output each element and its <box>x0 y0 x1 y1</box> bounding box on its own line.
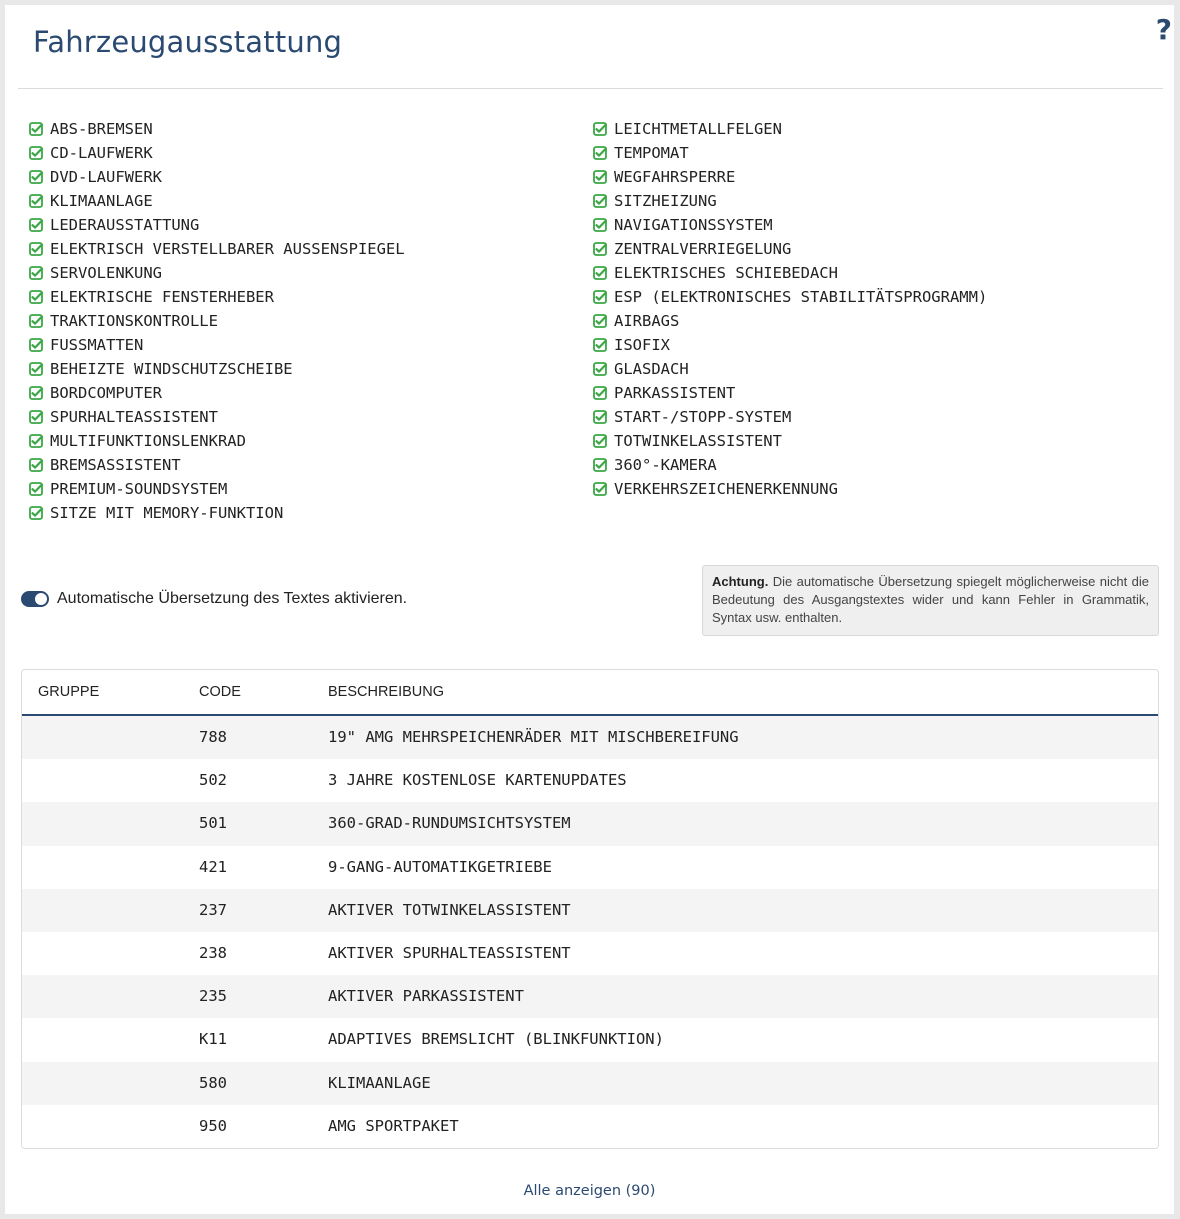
equipment-table <box>21 669 1159 1149</box>
check-square-icon <box>593 458 607 472</box>
feature-item <box>593 477 1168 501</box>
check-square-icon <box>593 170 607 184</box>
feature-item <box>593 453 1168 477</box>
toggle-knob <box>35 593 47 605</box>
cell-description: 19" AMG MEHRSPEICHENRÄDER MIT MISCHBEREIFUNG <box>328 728 739 746</box>
check-square-icon <box>29 266 43 280</box>
check-square-icon <box>29 314 43 328</box>
check-square-icon <box>593 194 607 208</box>
cell-code: 788 <box>199 728 227 746</box>
check-square-icon <box>593 482 607 496</box>
check-square-icon <box>29 458 43 472</box>
feature-list-right <box>593 117 1168 501</box>
feature-item <box>593 429 1168 453</box>
feature-item <box>593 141 1168 165</box>
feature-item <box>29 165 589 189</box>
feature-label: SITZE MIT MEMORY-FUNKTION <box>50 504 284 522</box>
feature-item <box>593 381 1168 405</box>
check-square-icon <box>593 434 607 448</box>
table-row <box>22 932 1158 975</box>
cell-description: 9-GANG-AUTOMATIKGETRIEBE <box>328 857 552 876</box>
feature-item <box>29 429 589 453</box>
cell-code: 580 <box>199 1073 227 1092</box>
check-square-icon <box>593 362 607 376</box>
feature-item <box>593 405 1168 429</box>
feature-label: START-/STOPP-SYSTEM <box>614 408 792 426</box>
feature-item <box>29 405 589 429</box>
feature-label: SITZHEIZUNG <box>614 192 717 210</box>
translation-notice <box>702 565 1159 636</box>
check-square-icon <box>29 122 43 136</box>
check-square-icon <box>29 410 43 424</box>
check-square-icon <box>29 434 43 448</box>
header-beschreibung[interactable]: BESCHREIBUNG <box>328 684 445 700</box>
table-row <box>22 846 1158 889</box>
cell-description: ADAPTIVES BREMSLICHT (BLINKFUNKTION) <box>328 1030 664 1049</box>
check-square-icon <box>29 242 43 256</box>
table-row <box>22 716 1158 759</box>
feature-item <box>29 477 589 501</box>
check-square-icon <box>29 194 43 208</box>
feature-label: CD-LAUFWERK <box>50 144 153 162</box>
check-square-icon <box>29 506 43 520</box>
feature-label: NAVIGATIONSSYSTEM <box>614 216 773 234</box>
feature-label: ISOFIX <box>614 336 670 354</box>
check-square-icon <box>593 242 607 256</box>
check-square-icon <box>593 338 607 352</box>
cell-description: AKTIVER SPURHALTEASSISTENT <box>328 943 571 962</box>
feature-label: AIRBAGS <box>614 312 680 330</box>
check-square-icon <box>593 122 607 136</box>
feature-item <box>29 141 589 165</box>
feature-list-left <box>29 117 589 525</box>
feature-item <box>593 165 1168 189</box>
help-icon[interactable]: ? <box>1155 13 1172 46</box>
check-square-icon <box>29 386 43 400</box>
feature-label: VERKEHRSZEICHENERKENNUNG <box>614 480 838 498</box>
table-body <box>22 716 1158 1148</box>
feature-item <box>29 309 589 333</box>
cell-code: K11 <box>199 1030 227 1049</box>
feature-label: KLIMAANLAGE <box>50 192 153 210</box>
feature-label: BEHEIZTE WINDSCHUTZSCHEIBE <box>50 360 293 378</box>
feature-item <box>29 501 589 525</box>
table-row <box>22 1018 1158 1061</box>
feature-item <box>593 261 1168 285</box>
feature-label: ZENTRALVERRIEGELUNG <box>614 240 792 258</box>
cell-description: AKTIVER TOTWINKELASSISTENT <box>328 900 571 919</box>
feature-item <box>29 213 589 237</box>
header-gruppe[interactable]: GRUPPE <box>38 684 100 700</box>
cell-description: AMG SPORTPAKET <box>328 1116 459 1135</box>
feature-label: ESP (ELEKTRONISCHES STABILITÄTSPROGRAMM) <box>614 288 988 306</box>
check-square-icon <box>29 146 43 160</box>
table-row <box>22 759 1158 802</box>
cell-code: 235 <box>199 987 227 1006</box>
header-code[interactable]: CODE <box>199 684 241 700</box>
feature-label: TOTWINKELASSISTENT <box>614 432 782 450</box>
cell-description: 3 JAHRE KOSTENLOSE KARTENUPDATES <box>328 771 627 790</box>
feature-item <box>593 333 1168 357</box>
cell-code: 238 <box>199 943 227 962</box>
feature-item <box>29 261 589 285</box>
feature-label: ABS-BREMSEN <box>50 120 153 138</box>
feature-label: GLASDACH <box>614 360 689 378</box>
feature-label: SPURHALTEASSISTENT <box>50 408 218 426</box>
table-row <box>22 1062 1158 1105</box>
feature-item <box>29 117 589 141</box>
feature-label: PREMIUM-SOUNDSYSTEM <box>50 480 228 498</box>
feature-item <box>29 357 589 381</box>
table-row <box>22 889 1158 932</box>
feature-item <box>29 237 589 261</box>
show-all-link[interactable]: Alle anzeigen (90) <box>523 1183 656 1199</box>
feature-item <box>593 117 1168 141</box>
check-square-icon <box>29 482 43 496</box>
check-square-icon <box>593 266 607 280</box>
check-square-icon <box>593 386 607 400</box>
feature-item <box>593 309 1168 333</box>
feature-item <box>593 357 1168 381</box>
auto-translate-toggle-row <box>21 590 407 608</box>
cell-code: 502 <box>199 771 227 790</box>
feature-item <box>593 213 1168 237</box>
feature-item <box>29 285 589 309</box>
table-row <box>22 802 1158 845</box>
feature-label: TRAKTIONSKONTROLLE <box>50 312 218 330</box>
notice-text: Die automatische Übersetzung spiegelt möglicherweise nicht die Bedeutung des Ausgangstextes wider und kann Fehler in Grammatik, Syntax usw. enthalten. <box>712 574 1149 625</box>
feature-item <box>29 333 589 357</box>
feature-label: FUSSMATTEN <box>50 336 144 354</box>
check-square-icon <box>29 338 43 352</box>
check-square-icon <box>29 218 43 232</box>
check-square-icon <box>593 314 607 328</box>
check-square-icon <box>29 362 43 376</box>
feature-item <box>593 237 1168 261</box>
auto-translate-toggle[interactable] <box>21 591 49 607</box>
equipment-card <box>5 5 1174 1214</box>
feature-label: WEGFAHRSPERRE <box>614 168 736 186</box>
page-title: Fahrzeugausstattung <box>33 25 343 59</box>
check-square-icon <box>593 146 607 160</box>
cell-description: 360-GRAD-RUNDUMSICHTSYSTEM <box>328 814 571 833</box>
feature-label: TEMPOMAT <box>614 144 689 162</box>
table-row <box>22 1105 1158 1148</box>
feature-label: ELEKTRISCH VERSTELLBARER AUSSENSPIEGEL <box>50 240 405 258</box>
feature-item <box>29 189 589 213</box>
cell-code: 421 <box>199 857 227 876</box>
cell-code: 237 <box>199 900 227 919</box>
feature-label: LEICHTMETALLFELGEN <box>614 120 782 138</box>
table-header <box>22 670 1158 716</box>
check-square-icon <box>29 170 43 184</box>
auto-translate-label[interactable]: Automatische Übersetzung des Textes aktivieren. <box>57 590 408 607</box>
feature-label: LEDERAUSSTATTUNG <box>50 216 200 234</box>
feature-label: MULTIFUNKTIONSLENKRAD <box>50 432 246 450</box>
feature-label: ELEKTRISCHES SCHIEBEDACH <box>614 264 838 282</box>
notice-bold: Achtung. <box>712 574 769 589</box>
check-square-icon <box>29 290 43 304</box>
feature-label: BORDCOMPUTER <box>50 384 162 402</box>
feature-label: 360°-KAMERA <box>614 456 717 474</box>
cell-code: 950 <box>199 1116 227 1135</box>
check-square-icon <box>593 410 607 424</box>
feature-item <box>593 189 1168 213</box>
check-square-icon <box>593 290 607 304</box>
feature-item <box>29 381 589 405</box>
feature-label: SERVOLENKUNG <box>50 264 162 282</box>
divider <box>18 88 1163 89</box>
cell-description: AKTIVER PARKASSISTENT <box>328 987 524 1006</box>
cell-description: KLIMAANLAGE <box>328 1073 431 1092</box>
feature-label: DVD-LAUFWERK <box>50 168 162 186</box>
feature-label: ELEKTRISCHE FENSTERHEBER <box>50 288 274 306</box>
cell-code: 501 <box>199 814 227 833</box>
feature-item <box>29 453 589 477</box>
feature-label: BREMSASSISTENT <box>50 456 181 474</box>
feature-item <box>593 285 1168 309</box>
check-square-icon <box>593 218 607 232</box>
feature-label: PARKASSISTENT <box>614 384 736 402</box>
table-row <box>22 975 1158 1018</box>
